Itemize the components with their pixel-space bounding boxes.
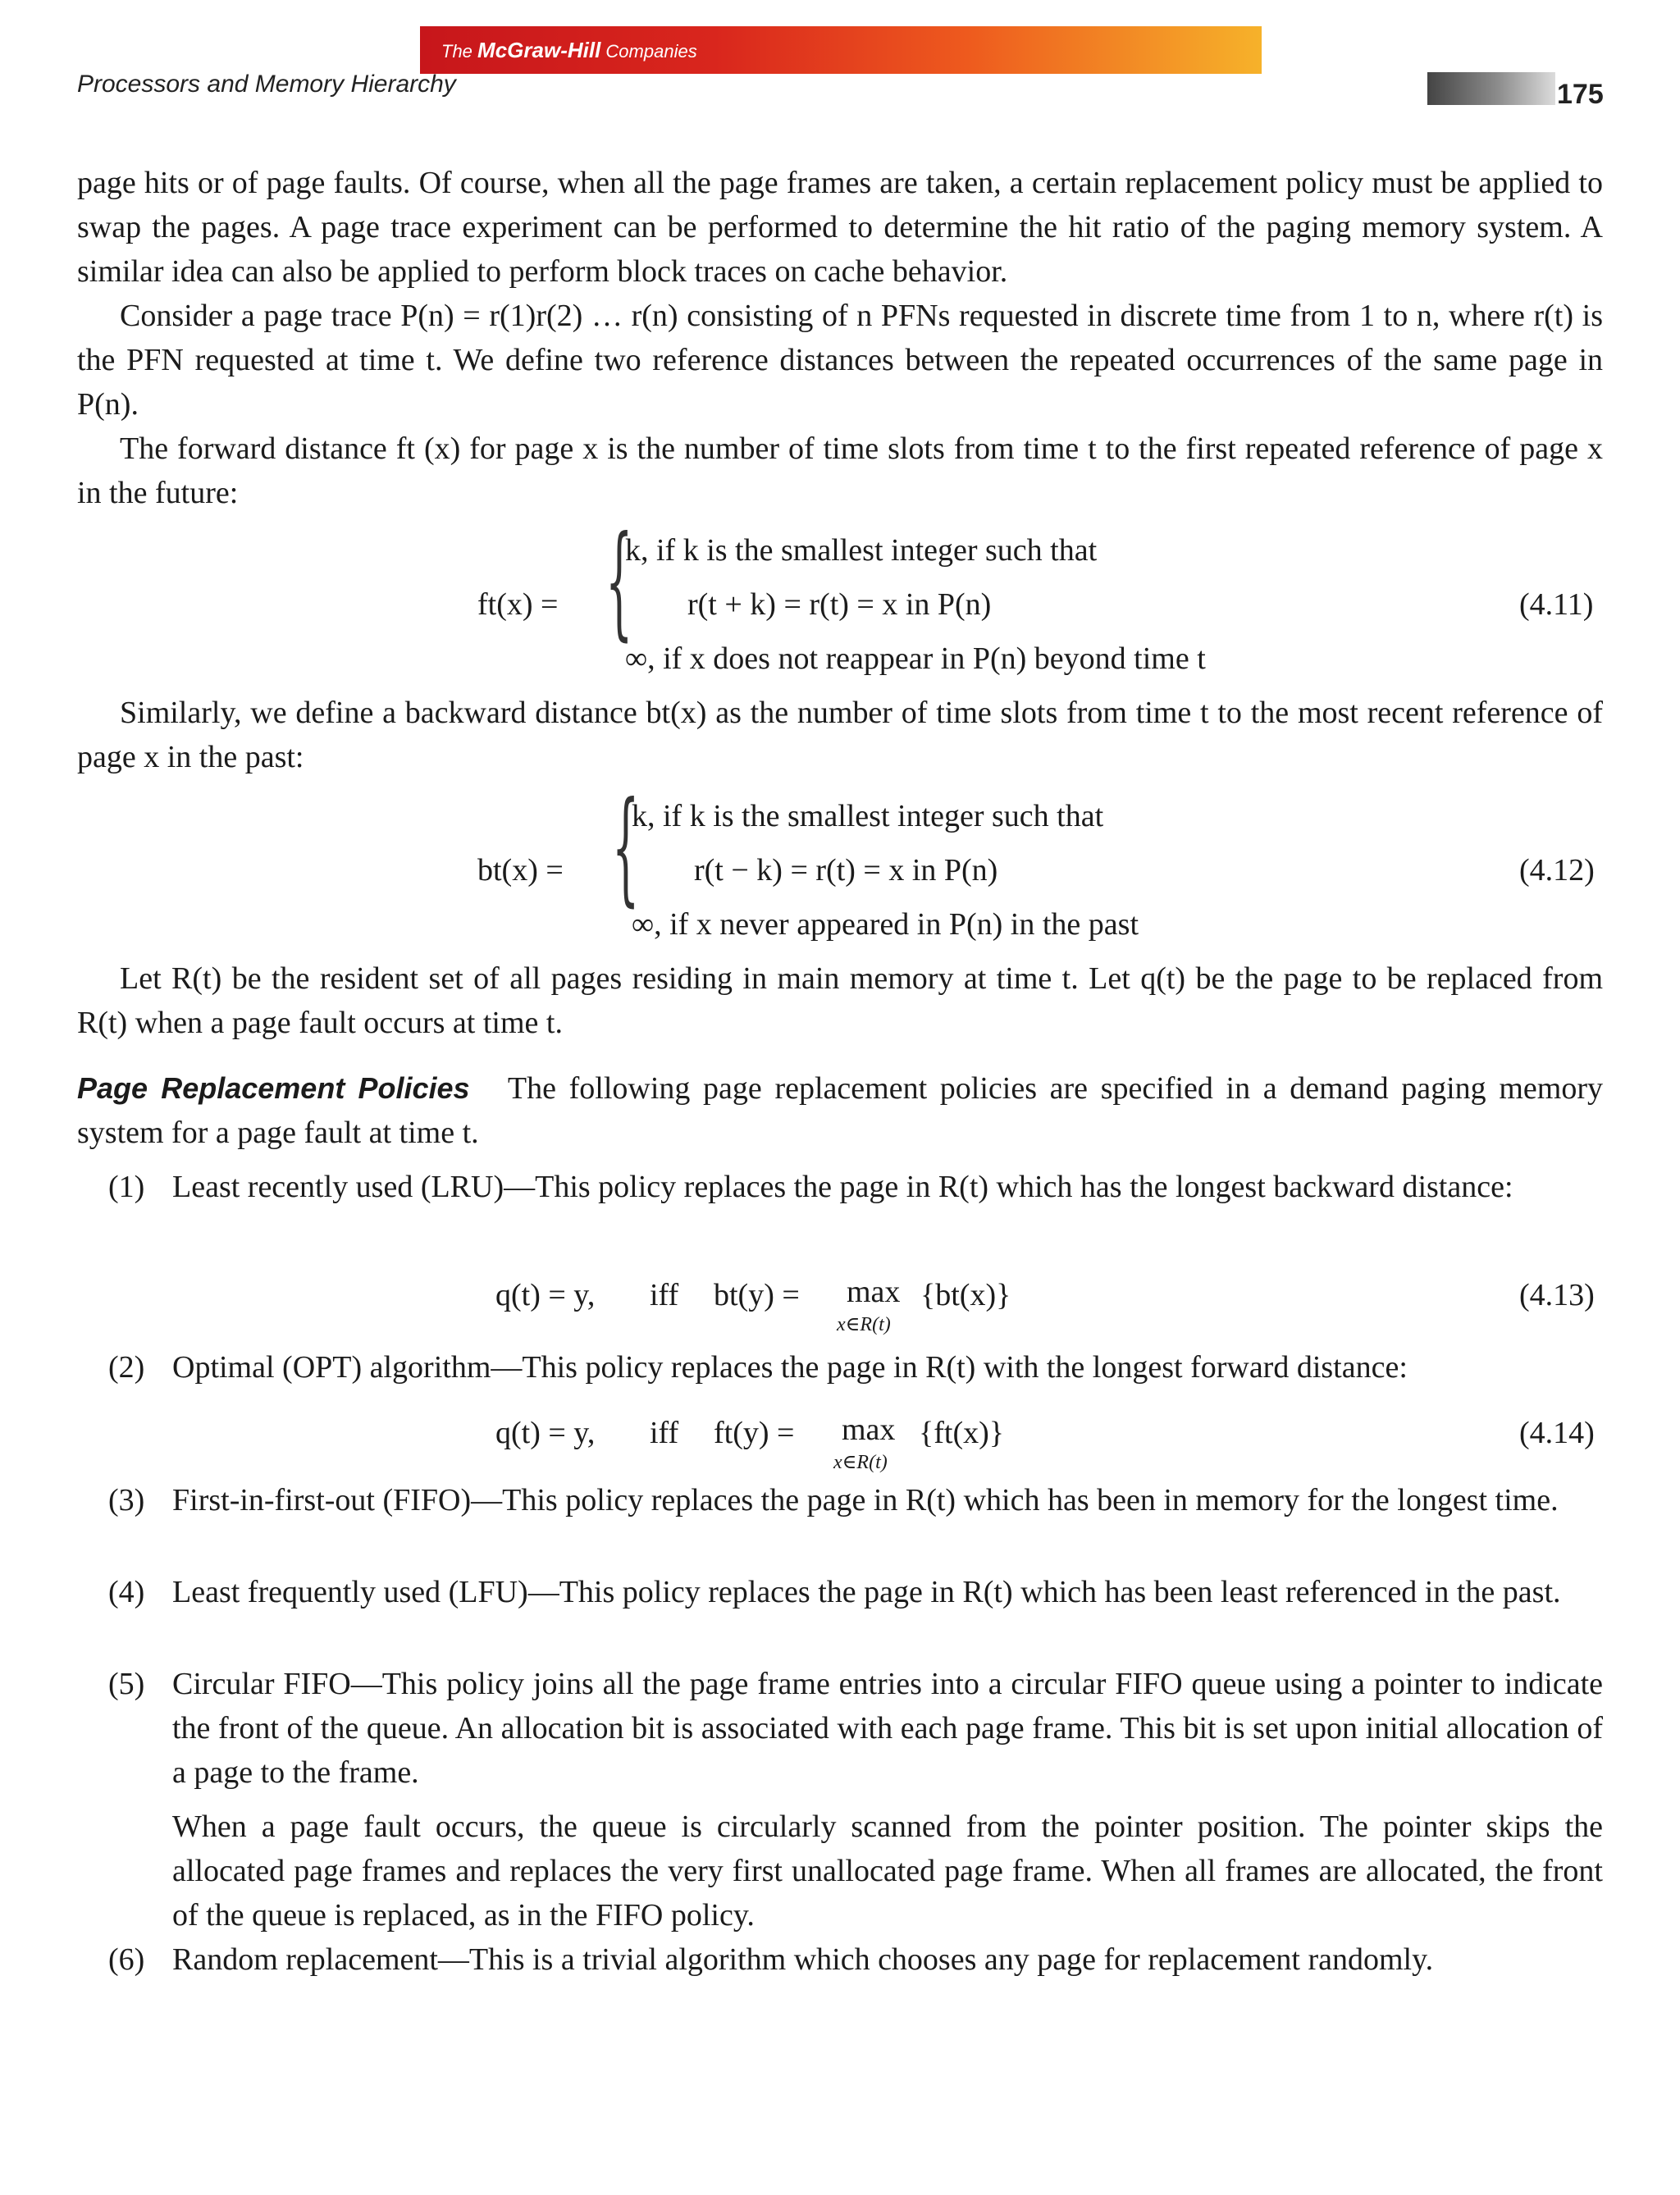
eq413-set: {bt(x)}	[920, 1278, 1011, 1312]
paragraph-5: Let R(t) be the resident set of all pages residing in main memory at time t. Let q(t) be the page to be replaced from R(t) when a page fault occurs at time t.	[77, 961, 1603, 1040]
eq412-case1b: r(t − k) = r(t) = x in P(n)	[694, 853, 998, 888]
eq412-case1: k, if k is the smallest integer such that	[632, 799, 1104, 833]
page-number: 175	[1557, 79, 1604, 110]
eq414-number: (4.14)	[1519, 1416, 1595, 1450]
eq412-lhs: bt(x) =	[477, 853, 564, 888]
eq411-number: (4.11)	[1519, 587, 1594, 622]
list-item-number: (6)	[108, 1942, 145, 1977]
list-item-text: When a page fault occurs, the queue is circularly scanned from the pointer position. The pointer skips the allocated page frames and replaces the very first unallocated page frame. When all frames are allocated, the front of the queue is replaced, as in the FIFO policy.	[172, 1809, 1603, 1933]
eq414-max: max	[842, 1412, 896, 1447]
list-item-text: Least frequently used (LFU)—This policy replaces the page in R(t) which has been least referenced in the past.	[172, 1575, 1561, 1609]
page-tab-decoration	[1427, 72, 1555, 105]
eq412-case2: ∞, if x never appeared in P(n) in the past	[632, 907, 1139, 942]
eq414-mid: ft(y) =	[714, 1416, 795, 1450]
eq413-number: (4.13)	[1519, 1278, 1595, 1312]
running-head: Processors and Memory Hierarchy	[77, 71, 456, 98]
policies-intro: The following page replacement policies are specified in a demand paging memory system for a page fault at time t.	[77, 1071, 1603, 1150]
eq411-case1: k, if k is the smallest integer such that	[625, 533, 1098, 568]
list-item-text: Optimal (OPT) algorithm—This policy replaces the page in R(t) with the longest forward distance:	[172, 1350, 1408, 1385]
brand-name: McGraw-Hill	[477, 38, 601, 62]
publisher-banner	[420, 26, 1262, 74]
brand-suffix: Companies	[605, 41, 697, 62]
list-item-number: (4)	[108, 1575, 145, 1609]
eq413-max-subscript: x∈R(t)	[837, 1314, 891, 1335]
paragraph-2: Consider a page trace P(n) = r(1)r(2) … r(n) consisting of n PFNs requested in discrete time from 1 to n, where r(t) is the PFN requested at time t. We define two reference distances between the repeated occurrences of the same page in P(n).	[77, 299, 1603, 422]
list-item-number: (2)	[108, 1350, 145, 1385]
list-item-text: Circular FIFO—This policy joins all the page frame entries into a circular FIFO queue using a pointer to indicate the front of the queue. An allocation bit is associated with each page frame. This bit is set upon initial allocation of a page to the frame.	[172, 1667, 1603, 1790]
eq414-lhs: q(t) = y,	[495, 1416, 596, 1450]
list-item-number: (3)	[108, 1483, 145, 1517]
eq413-mid: bt(y) =	[714, 1278, 800, 1312]
eq412-brace: {	[612, 776, 640, 919]
policies-heading: Page Replacement Policies	[77, 1071, 470, 1105]
eq414-iff: iff	[650, 1416, 679, 1450]
eq412-number: (4.12)	[1519, 853, 1595, 888]
eq411-lhs: ft(x) =	[477, 587, 559, 622]
list-item-number: (1)	[108, 1170, 145, 1204]
list-item-text: Random replacement—This is a trivial algorithm which chooses any page for replacement randomly.	[172, 1942, 1434, 1977]
policies-section	[77, 1066, 1603, 1155]
brand-prefix: The	[441, 41, 472, 62]
eq413-max: max	[847, 1275, 901, 1309]
publisher-logo	[441, 38, 697, 63]
eq411-case1b: r(t + k) = r(t) = x in P(n)	[687, 587, 992, 622]
list-item-number: (5)	[108, 1667, 145, 1701]
eq413-iff: iff	[650, 1278, 679, 1312]
list-item-text: First-in-first-out (FIFO)—This policy replaces the page in R(t) which has been in memory for the longest time.	[172, 1483, 1559, 1517]
eq414-set: {ft(x)}	[919, 1416, 1004, 1450]
eq411-case2: ∞, if x does not reappear in P(n) beyond time t	[625, 641, 1206, 676]
paragraph-3: The forward distance ft (x) for page x is the number of time slots from time t to the first repeated reference of page x in the future:	[77, 431, 1603, 510]
eq413-lhs: q(t) = y,	[495, 1278, 596, 1312]
paragraph-1: page hits or of page faults. Of course, when all the page frames are taken, a certain replacement policy must be applied to swap the pages. A page trace experiment can be performed to determine the hit ratio of the paging memory system. A similar idea can also be applied to perform block traces on cache behavior.	[77, 166, 1603, 289]
paragraph-4: Similarly, we define a backward distance bt(x) as the number of time slots from time t to the most recent reference of page x in the past:	[77, 696, 1603, 774]
eq414-max-subscript: x∈R(t)	[833, 1452, 888, 1473]
list-item-text: Least recently used (LRU)—This policy replaces the page in R(t) which has the longest backward distance:	[172, 1170, 1513, 1204]
eq411-brace: {	[605, 510, 633, 653]
